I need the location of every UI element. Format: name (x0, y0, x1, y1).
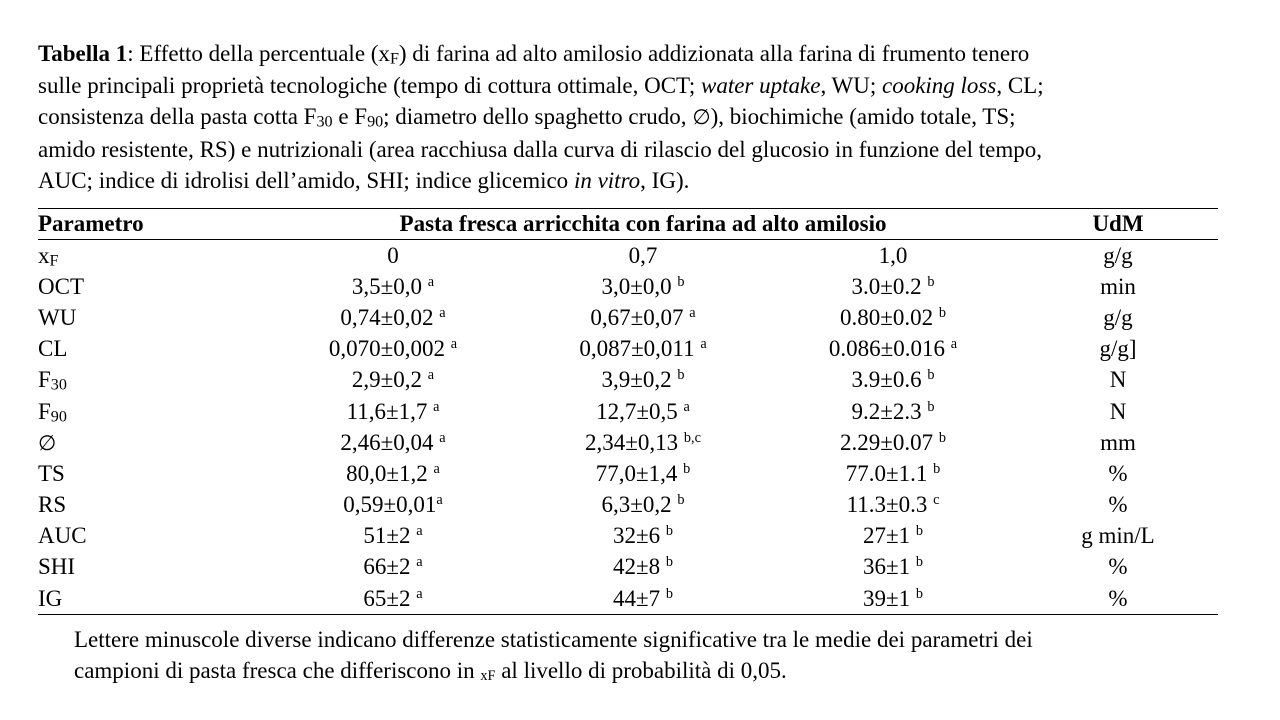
cell-value-3 (768, 458, 1018, 489)
value: 2,34±0,13 (585, 429, 684, 455)
value: 3,0±0,0 (601, 273, 678, 299)
cell-parameter (38, 552, 268, 583)
footnote-line-2 (74, 655, 1218, 686)
cell-value-2 (518, 396, 768, 427)
caption-text: ), biochimiche (amido totale, TS; (710, 104, 1016, 129)
cell-value-3 (768, 583, 1018, 615)
table-row (38, 427, 1218, 458)
cell-value-2 (518, 271, 768, 302)
cell-value-3 (768, 490, 1018, 521)
cell-value-2 (518, 552, 768, 583)
parameter-name: RS (38, 492, 67, 518)
caption-line-3 (38, 101, 1218, 134)
value: 0,67±0,07 (590, 304, 690, 330)
header-parametro: Parametro (38, 209, 268, 240)
significance-letter: b,c (683, 429, 701, 446)
caption-line-1 (38, 38, 1218, 70)
value: 2.29±0.07 (840, 429, 939, 455)
table-row (38, 396, 1218, 427)
significance-letter: a (416, 585, 423, 602)
table-row (38, 521, 1218, 552)
parameter-name: x (38, 242, 50, 268)
cell-value-1 (268, 521, 518, 552)
parameter-name: IG (38, 585, 63, 611)
cell-value-1 (268, 302, 518, 333)
table-row (38, 552, 1218, 583)
significance-letter: c (933, 492, 940, 509)
caption-text: e F (332, 104, 368, 129)
significance-letter: b (927, 398, 935, 415)
caption-subscript: 90 (367, 113, 384, 131)
cell-value-1 (268, 490, 518, 521)
value: 11,6±1,7 (346, 398, 434, 424)
table-row (38, 458, 1218, 489)
significance-letter: b (933, 461, 941, 478)
cell-value-3 (768, 427, 1018, 458)
cell-value-1 (268, 271, 518, 302)
table-row (38, 334, 1218, 365)
parameter-name: WU (38, 304, 77, 330)
value: 3,5±0,0 (351, 273, 428, 299)
caption-text: ; diametro dello spaghetto crudo, (383, 104, 693, 129)
cell-value-3 (768, 521, 1018, 552)
value: 2,9±0,2 (351, 367, 428, 393)
table-body (38, 240, 1218, 615)
cell-value-3 (768, 552, 1018, 583)
parameter-name: F (38, 398, 51, 424)
table-row (38, 490, 1218, 521)
cell-value-1 (268, 583, 518, 615)
value: 51±2 (363, 523, 417, 549)
parameter-name: F (38, 367, 51, 393)
cell-unit: % (1108, 460, 1128, 486)
caption-text: ) di farina ad alto amilosio addizionata alla farina di frumento tenero (398, 41, 1030, 66)
table-caption (38, 38, 1218, 197)
caption-text: , CL; (996, 72, 1044, 98)
cell-parameter (38, 271, 268, 302)
value: 66±2 (363, 554, 417, 580)
significance-letter: b (915, 523, 923, 540)
value: 0,087±0,011 (579, 336, 701, 362)
value: 3.0±0.2 (851, 273, 928, 299)
significance-letter: a (416, 554, 423, 571)
cell-value-1 (268, 365, 518, 396)
caption-text: consistenza della pasta cotta F (38, 104, 317, 129)
significance-letter: b (938, 305, 946, 322)
caption-subscript: F (389, 50, 399, 68)
significance-letter: b (938, 429, 946, 446)
caption-text: , WU; (820, 72, 882, 98)
cell-value-3 (768, 334, 1018, 365)
header-pasta-group: Pasta fresca arricchita con farina ad alto amilosio (268, 209, 1018, 240)
value: 1,0 (878, 242, 908, 268)
value: 36±1 (863, 554, 916, 580)
parameter-subscript: F (49, 252, 59, 269)
cell-parameter (38, 583, 268, 615)
cell-value-3 (768, 302, 1018, 333)
value: 39±1 (863, 585, 916, 611)
value: 44±7 (613, 585, 666, 611)
caption-italic: water uptake (700, 72, 821, 98)
parameter-name: AUC (38, 523, 87, 549)
cell-value-3 (768, 396, 1018, 427)
value: 3,9±0,2 (601, 367, 678, 393)
significance-letter: a (427, 367, 435, 384)
cell-parameter (38, 521, 268, 552)
cell-unit: min (1100, 273, 1136, 299)
footnote-line-1: Lettere minuscole diverse indicano differenze statisticamente significative tra le medie dei parametri dei (74, 627, 1033, 652)
significance-letter: a (433, 398, 440, 415)
parameter-name: CL (38, 336, 68, 362)
value: 80,0±1,2 (346, 460, 434, 486)
cell-value-2 (518, 334, 768, 365)
footnote-text: campioni di pasta fresca che differiscono in (74, 658, 481, 683)
cell-unit: % (1108, 554, 1128, 580)
cell-parameter (38, 240, 268, 272)
table-row (38, 583, 1218, 615)
value: 77,0±1,4 (595, 460, 684, 486)
cell-value-3 (768, 271, 1018, 302)
significance-letter: b (665, 585, 673, 602)
cell-unit: % (1108, 492, 1128, 518)
data-table (38, 208, 1218, 615)
table-row (38, 271, 1218, 302)
caption-text: , IG). (640, 168, 690, 193)
value: 0,7 (628, 242, 658, 268)
cell-parameter (38, 458, 268, 489)
footnote-subscript: xF (480, 668, 496, 685)
significance-letter: b (927, 273, 935, 290)
cell-value-2 (518, 365, 768, 396)
value: 27±1 (863, 523, 916, 549)
caption-subscript: 30 (316, 113, 333, 131)
cell-value-2 (518, 302, 768, 333)
cell-value-1 (268, 458, 518, 489)
significance-letter: b (915, 554, 923, 571)
significance-letter: a (950, 336, 958, 353)
footnote-text: al livello di probabilità di 0,05. (495, 658, 787, 683)
value: 12,7±0,5 (596, 398, 684, 424)
parameter-name: OCT (38, 273, 84, 299)
significance-letter: a (427, 273, 435, 290)
parameter-subscript: 30 (50, 376, 67, 394)
cell-unit: g/g] (1099, 336, 1137, 362)
cell-unit: % (1018, 583, 1218, 615)
caption-line-4: amido resistente, RS) e nutrizionali (area racchiusa dalla curva di rilascio del glucosio in funzione del tempo, (38, 136, 1042, 162)
cell-value-1 (268, 427, 518, 458)
diameter-symbol: ∅ (692, 105, 711, 129)
table-row (38, 365, 1218, 396)
value: 2,46±0,04 (340, 429, 440, 455)
caption-italic: in vitro (573, 168, 641, 193)
value: 0,74±0,02 (340, 304, 440, 330)
value: 0,59±0,01 (343, 492, 437, 518)
significance-letter: b (677, 367, 685, 384)
table-row (38, 240, 1218, 272)
caption-text: sulle principali proprietà tecnologiche (tempo di cottura ottimale, OCT; (38, 72, 701, 98)
value: 0 (387, 242, 399, 268)
value: 3.9±0.6 (851, 367, 928, 393)
cell-unit: g/g (1103, 242, 1133, 268)
value: 0.086±0.016 (828, 336, 951, 362)
value: 11.3±0.3 (846, 492, 934, 518)
significance-letter: a (433, 461, 440, 478)
parameter-subscript: 90 (50, 407, 67, 425)
caption-label: Tabella 1 (38, 41, 128, 66)
value: 0.80±0.02 (840, 304, 939, 330)
cell-parameter (38, 490, 268, 521)
caption-line-2 (38, 70, 1218, 102)
cell-unit: N (1109, 367, 1127, 393)
caption-line-5 (38, 165, 1218, 197)
significance-letter: b (665, 554, 673, 571)
table-header-row (38, 209, 1218, 240)
value: 42±8 (613, 554, 666, 580)
caption-text: AUC; indice di idrolisi dell’amido, SHI; indice glicemico (38, 168, 574, 193)
cell-value-2 (518, 427, 768, 458)
significance-letter: b (677, 273, 685, 290)
cell-value-2 (518, 583, 768, 615)
table-row (38, 302, 1218, 333)
cell-parameter (38, 334, 268, 365)
parameter-name: SHI (38, 554, 76, 580)
cell-parameter (38, 302, 268, 333)
value: 65±2 (363, 585, 417, 611)
significance-letter: a (700, 336, 707, 353)
significance-letter: a (439, 429, 446, 446)
cell-value-2 (518, 458, 768, 489)
cell-parameter (38, 396, 268, 427)
cell-value-3 (768, 365, 1018, 396)
value: 9.2±2.3 (851, 398, 928, 424)
cell-value-1 (268, 552, 518, 583)
cell-parameter (38, 427, 268, 458)
cell-unit: g min/L (1081, 523, 1155, 549)
cell-parameter (38, 365, 268, 396)
cell-value-1 (268, 396, 518, 427)
table-footnote (74, 624, 1218, 686)
significance-letter: b (683, 461, 691, 478)
significance-letter: b (677, 492, 685, 509)
cell-value-2 (518, 521, 768, 552)
cell-unit: g/g (1103, 304, 1133, 330)
value: 77.0±1.1 (845, 460, 934, 486)
significance-letter: b (915, 585, 923, 602)
header-udm: UdM (1018, 209, 1218, 240)
caption-italic: cooking loss (881, 72, 997, 98)
significance-letter: a (439, 305, 446, 322)
significance-letter: b (927, 367, 935, 384)
value: 6,3±0,2 (601, 492, 678, 518)
cell-value-3 (768, 240, 1018, 272)
significance-letter: a (416, 523, 423, 540)
value: 0,070±0,002 (328, 336, 451, 362)
parameter-name: TS (38, 460, 65, 486)
significance-letter: a (436, 492, 443, 509)
value: 32±6 (613, 523, 666, 549)
significance-letter: a (689, 305, 696, 322)
cell-unit: N (1109, 398, 1127, 424)
parameter-name: ∅ (38, 430, 57, 455)
cell-unit: mm (1100, 429, 1136, 455)
caption-text: : Effetto della percentuale (x (127, 41, 390, 66)
cell-value-1 (268, 334, 518, 365)
significance-letter: a (683, 398, 690, 415)
cell-value-1 (268, 240, 518, 272)
cell-value-2 (518, 240, 768, 272)
cell-value-2 (518, 490, 768, 521)
significance-letter: b (665, 523, 673, 540)
significance-letter: a (450, 336, 458, 353)
